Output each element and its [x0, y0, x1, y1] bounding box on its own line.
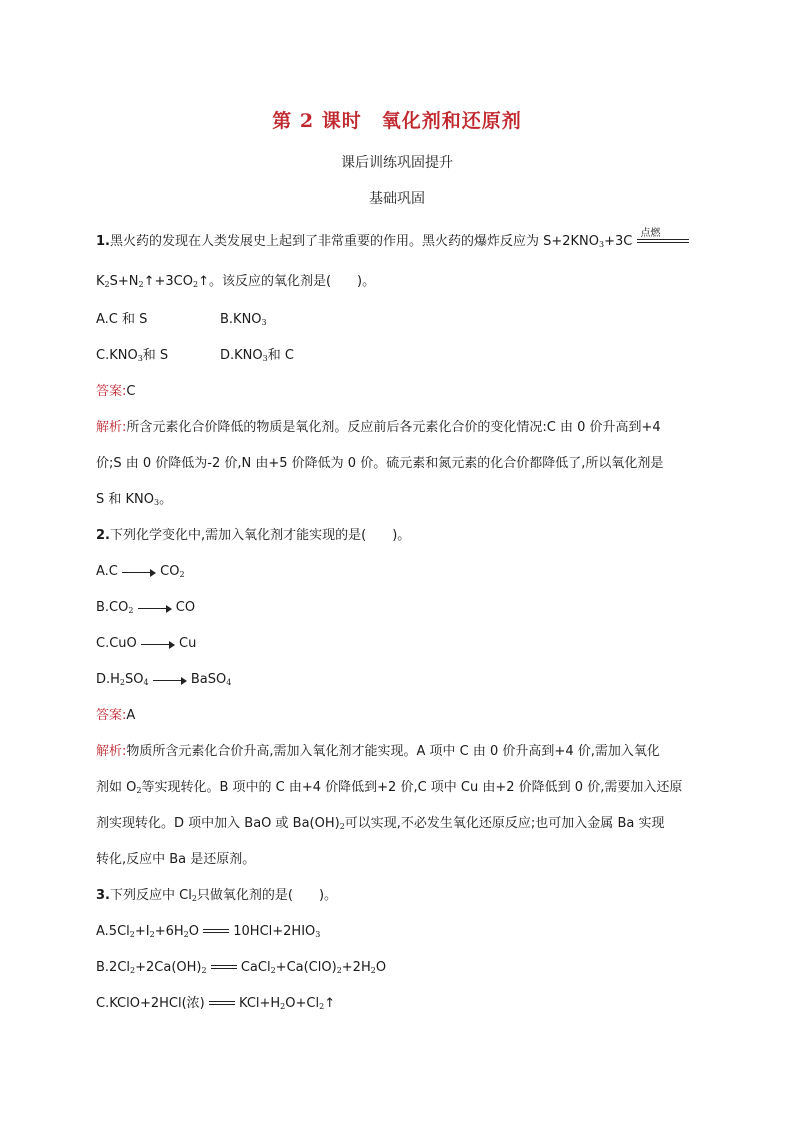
q2-option-c: C.CuO Cu: [96, 636, 197, 651]
q1-analysis-line2: 价;S 由 0 价降低为-2 价,N 由+5 价降低为 0 价。硫元素和氮元素的化合价都降低了,所以氧化剂是: [96, 456, 664, 471]
q1-option-c: $C.KNO_3$和 S: [96, 348, 169, 363]
q1-analysis-line1: 解析:所含元素化合价降低的物质是氧化剂。反应前后各元素化合价的变化情况:C 由 0 价升高到+4: [96, 420, 661, 435]
section-heading: 基础巩固: [369, 191, 425, 207]
q2-analysis-line4: 转化,反应中 Ba 是还原剂。: [96, 852, 256, 867]
q1-option-b: $B.KNO_3$: [220, 312, 267, 327]
reaction-equals-sign: [637, 227, 689, 247]
q2-answer: 答案:A: [96, 708, 136, 723]
q3-option-b: $B.2Cl_2+2Ca(OH)_2$ $CaCl_2+Ca(ClO)_2+2H_2O$: [96, 960, 387, 975]
q1-options-row1: [96, 310, 267, 330]
q2-analysis-line2: 剂如 $O_2$等实现转化。B 项中的 C 由+4 价降低到+2 价,C 项中 Cu 由+2 价降低到 0 价,需要加入还原: [96, 780, 683, 795]
q1-answer: 答案:C: [96, 384, 136, 399]
q3-option-c: C.KClO+2HCl(浓) $KCl+H_2O+Cl_2↑$: [96, 996, 336, 1011]
q1-stem-line1: 1.黑火药的发现在人类发展史上起到了非常重要的作用。黑火药的爆炸反应为 $S+2KNO_3+3C$ 点燃: [96, 232, 689, 255]
reaction-equals-sign: [203, 928, 229, 936]
page-title: 第 2 课时 氧化剂和还原剂: [272, 110, 522, 132]
q2-analysis-line1: 解析:物质所含元素化合价升高,需加入氧化剂才能实现。A 项中 C 由 0 价升高到+4 价,需加入氧化: [96, 744, 660, 759]
q2-stem: 2.下列化学变化中,需加入氧化剂才能实现的是( )。: [96, 528, 411, 543]
q1-analysis-line3: S 和 $KNO_3$。: [96, 492, 173, 507]
reaction-arrow: [138, 603, 172, 613]
q3-number: 3.: [96, 888, 110, 903]
q1-stem-line2: $K_2S+N_2↑+3CO_2↑$。该反应的氧化剂是( )。: [96, 274, 376, 289]
reaction-condition: 点燃: [640, 227, 661, 239]
q2-option-d: $D.H_2SO_4$ BaSO$_4$: [96, 672, 232, 687]
q3-stem: 3.下列反应中 $Cl_2$只做氧化剂的是( )。: [96, 888, 338, 903]
q2-option-a: A.C $CO_2$: [96, 564, 185, 579]
reaction-arrow: [153, 675, 187, 685]
q1-number: 1.: [96, 234, 110, 249]
q3-option-a: $A.5Cl_2+I_2+6H_2O$ $10HCl+2HIO_3$: [96, 924, 321, 939]
reaction-arrow: [141, 639, 175, 649]
page-subtitle: 课后训练巩固提升: [341, 155, 453, 171]
q1-options-row2: [96, 346, 294, 369]
reaction-equals-sign: [209, 1000, 235, 1008]
q1-option-d: $D.KNO_3$和 C: [220, 348, 294, 363]
reaction-equals-sign: [211, 964, 237, 972]
q2-option-b: $B.CO_2$ CO: [96, 600, 196, 615]
q1-option-a: A.C 和 S: [96, 312, 148, 327]
reaction-arrow: [122, 567, 156, 577]
q2-number: 2.: [96, 528, 110, 543]
q2-analysis-line3: 剂实现转化。D 项中加入 BaO 或 $Ba(OH)_2$可以实现,不必发生氧化还原反应;也可加入金属 Ba 实现: [96, 816, 665, 831]
